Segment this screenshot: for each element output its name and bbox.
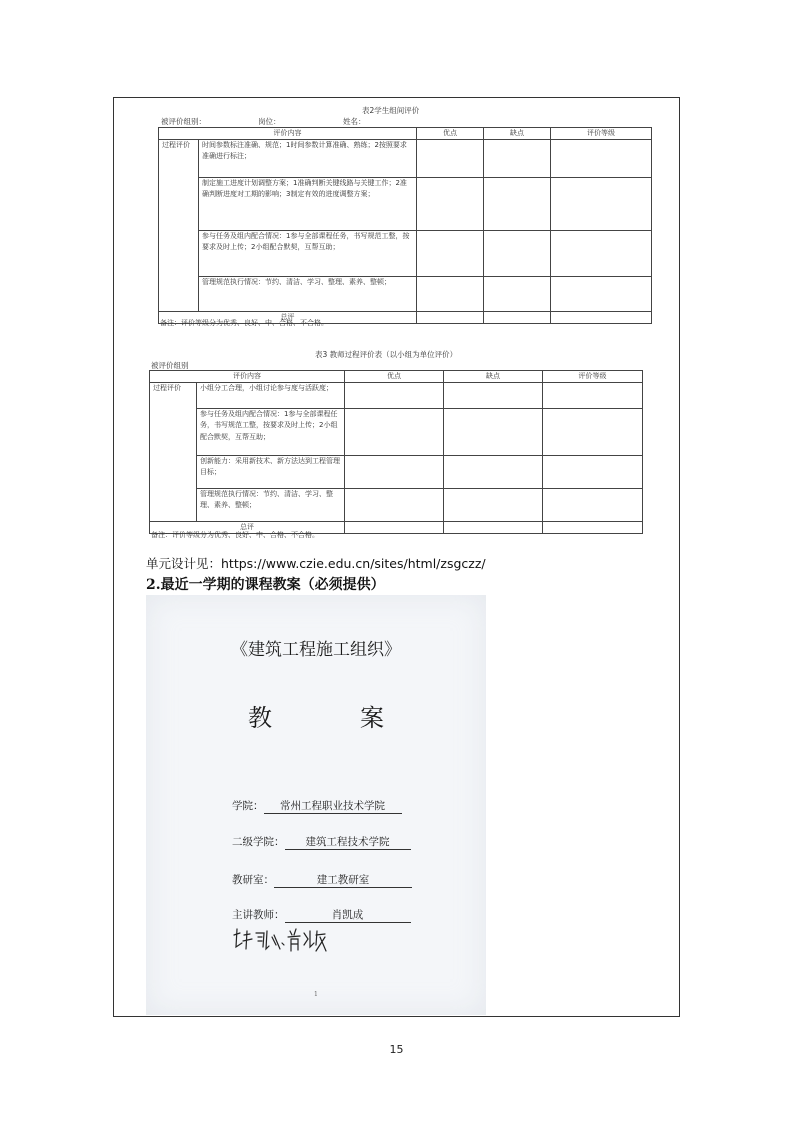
table3-cell — [543, 489, 643, 522]
table3-caption: 表3 教师过程评价表（以小组为单位评价） — [315, 350, 458, 359]
cover-field-label: 学院： — [232, 800, 264, 812]
table2-header-content: 评价内容 — [159, 128, 417, 140]
table3-header-grade: 评价等级 — [543, 371, 643, 383]
table2-cell — [417, 277, 484, 312]
table2-cell — [484, 277, 551, 312]
table3-total-label: 总评 — [150, 522, 345, 534]
table3-note: 备注：评价等级分为优秀、良好、中、合格、不合格。 — [151, 531, 319, 539]
table2-cell — [484, 140, 551, 178]
table2-row-content: 管理规范执行情况：节约、清洁、学习、整理、素养、整顿； — [199, 277, 417, 312]
table2-row-content: 制定施工进度计划调整方案；1准确判断关键线路与关键工作；2准确判断进度对工期的影响；3制定有效的进度调整方案； — [199, 178, 417, 231]
table2-cell — [417, 178, 484, 231]
cover-field-value: 建筑工程技术学院 — [285, 834, 411, 850]
table2-header-pros: 优点 — [417, 128, 484, 140]
table2-row-content: 时间参数标注准确、规范；1时间参数计算准确、熟练；2按照要求准确进行标注； — [199, 140, 417, 178]
table3-header-cons: 缺点 — [444, 371, 543, 383]
table2-header-grade: 评价等级 — [551, 128, 652, 140]
table2-cell — [484, 178, 551, 231]
table2-header-cons: 缺点 — [484, 128, 551, 140]
table2-cell — [484, 231, 551, 277]
table3-cell — [444, 489, 543, 522]
table2-cell — [551, 312, 652, 324]
cover-field-value: 建工教研室 — [274, 872, 412, 888]
table3-row-content: 参与任务及组内配合情况：1参与全部课程任务，书写规范工整，按要求及时上传；2小组配合默契，互帮互助； — [197, 409, 345, 456]
table2-name-label: 姓名： — [343, 117, 366, 126]
table3-group-label: 被评价组别 — [151, 361, 189, 370]
table3-row-content: 管理规范执行情况：节约、清洁、学习、整理、素养、整顿； — [197, 489, 345, 522]
cover-field-value: 肖凯成 — [285, 907, 411, 923]
cover-doc-type: 教 案 — [248, 704, 416, 732]
cover-field-office — [232, 872, 412, 888]
cover-field-label: 教研室： — [232, 874, 274, 886]
table3-cell — [444, 522, 543, 534]
table3 — [149, 370, 643, 534]
table3-row-content: 创新能力：采用新技术、新方法达到工程管理目标； — [197, 456, 345, 489]
table2-group-label: 被评价组别： — [161, 117, 206, 126]
unit-design-link[interactable]: 单元设计见：https://www.czie.edu.cn/sites/html/zsgczz/ — [146, 556, 486, 571]
cover-field-label: 二级学院： — [232, 836, 285, 848]
table2-cell — [551, 178, 652, 231]
cover-field-college — [232, 798, 402, 814]
table2-cell — [551, 277, 652, 312]
table3-row-content: 小组分工合理，小组讨论参与度与活跃度； — [197, 383, 345, 409]
table2-cell — [551, 231, 652, 277]
table2-cell — [417, 312, 484, 324]
cover-field-school — [232, 834, 411, 850]
table3-header-pros: 优点 — [345, 371, 444, 383]
table3-cell — [543, 383, 643, 409]
table2-category: 过程评价 — [159, 140, 199, 312]
page-number: 15 — [389, 1043, 404, 1056]
cover-field-value: 常州工程职业技术学院 — [264, 798, 402, 814]
handwritten-signature — [230, 925, 330, 959]
table3-cell — [345, 409, 444, 456]
table2-cell — [551, 140, 652, 178]
table3-header-content: 评价内容 — [150, 371, 345, 383]
table3-cell — [543, 522, 643, 534]
lesson-plan-cover-scan — [146, 595, 486, 1015]
table2-cell — [417, 140, 484, 178]
table2-position-label: 岗位： — [258, 117, 281, 126]
table2-cell — [417, 231, 484, 277]
scan-page-mark: 1 — [314, 991, 318, 998]
cover-field-label: 主讲教师： — [232, 909, 285, 921]
table3-category: 过程评价 — [150, 383, 197, 522]
cover-field-teacher — [232, 907, 411, 923]
table3-cell — [345, 489, 444, 522]
table3-cell — [345, 383, 444, 409]
table3-cell — [444, 456, 543, 489]
table3-cell — [543, 456, 643, 489]
table2-cell — [484, 312, 551, 324]
table3-cell — [345, 456, 444, 489]
table3-cell — [345, 522, 444, 534]
section-heading: 2.最近一学期的课程教案（必须提供） — [146, 577, 385, 593]
table2-total-label: 总评 — [159, 312, 417, 324]
table3-cell — [444, 409, 543, 456]
table3-cell — [444, 383, 543, 409]
table2-note: 备注：评价等级分为优秀、良好、中、合格、不合格。 — [160, 319, 328, 327]
table2 — [158, 127, 652, 324]
table3-cell — [543, 409, 643, 456]
cover-title: 《建筑工程施工组织》 — [231, 640, 401, 660]
table2-row-content: 参与任务及组内配合情况：1参与全部课程任务，书写规范工整，按要求及时上传；2小组配合默契，互帮互助； — [199, 231, 417, 277]
table2-caption: 表2学生组间评价 — [362, 106, 420, 115]
